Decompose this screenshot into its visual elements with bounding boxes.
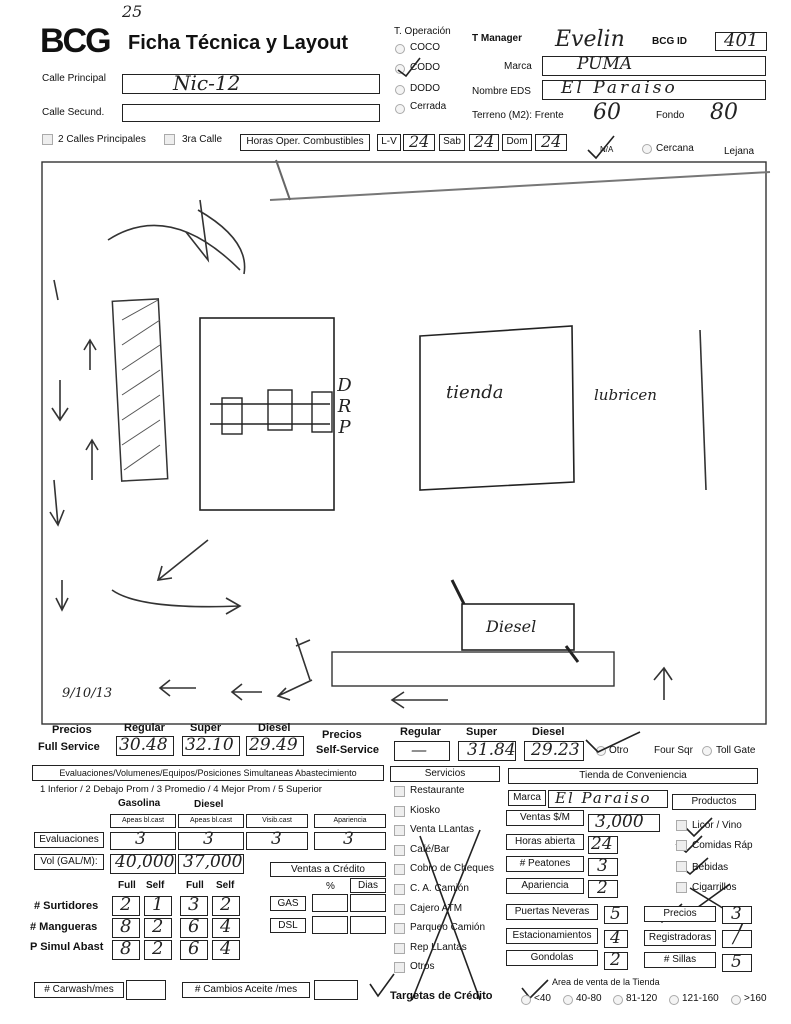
dom-label: Dom xyxy=(502,134,532,151)
eval-value-2: 3 xyxy=(203,829,214,849)
ventas-value: 3,000 xyxy=(595,812,644,832)
psimul-label: P Simul Abast xyxy=(30,941,104,953)
op-codo-label: CODO xyxy=(410,62,440,73)
estacionamientos-value: 4 xyxy=(610,928,621,948)
servicio-checkbox[interactable] xyxy=(394,962,405,973)
lv-label: L-V xyxy=(377,134,401,151)
area-option-label: 121-160 xyxy=(682,993,719,1004)
full-service-label: Full Service xyxy=(38,741,100,753)
tres-calle-checkbox[interactable] xyxy=(164,134,175,145)
area-option-radio[interactable] xyxy=(563,995,573,1005)
bcg-id-field[interactable] xyxy=(715,32,767,51)
marca-value: PUMA xyxy=(577,54,633,74)
vol-diesel-field[interactable] xyxy=(178,854,244,874)
full-diesel-field[interactable] xyxy=(246,736,304,756)
full-super-value: 32.10 xyxy=(185,735,234,755)
horas-label: Horas abierta xyxy=(506,834,584,850)
ventas-label: Ventas $/M xyxy=(506,810,584,826)
horas-oper-label: Horas Oper. Combustibles xyxy=(240,134,370,151)
sab-value: 24 xyxy=(474,132,495,151)
nombre-eds-field[interactable] xyxy=(542,80,766,100)
surtidor-cell[interactable] xyxy=(144,940,172,960)
cigarrillos-label: Cigarrillos xyxy=(692,882,737,893)
apariencia-field[interactable] xyxy=(588,880,618,898)
servicio-label: Parqueo Camión xyxy=(410,922,486,934)
tienda-header: Tienda de Conveniencia xyxy=(508,768,758,784)
dias-label: Dias xyxy=(350,878,386,893)
area-option-label: <40 xyxy=(534,993,551,1004)
surtidor-cell-value: 4 xyxy=(220,916,232,937)
servicio-checkbox[interactable] xyxy=(394,923,405,934)
estacionamientos-field[interactable] xyxy=(604,930,628,948)
sillas-value: 5 xyxy=(731,952,742,972)
self-diesel-field[interactable] xyxy=(524,741,584,761)
precios-label-self: Precios xyxy=(322,729,362,741)
corner-note: 25 xyxy=(122,2,143,21)
pct-label: % xyxy=(326,881,335,892)
full-regular-value: 30.48 xyxy=(119,735,168,755)
op-cerrada-radio[interactable] xyxy=(395,104,405,114)
full-regular-field[interactable] xyxy=(116,736,174,756)
full-diesel-value: 29.49 xyxy=(249,735,298,755)
vol-gasolina-field[interactable] xyxy=(110,854,176,874)
calle-principal-label: Calle Principal xyxy=(42,73,106,84)
calle-principal-field[interactable] xyxy=(122,71,380,95)
bebidas-label: Bebidas xyxy=(692,862,729,873)
op-coco-radio[interactable] xyxy=(395,44,405,54)
gondolas-field[interactable] xyxy=(604,952,628,970)
fondo-value: 80 xyxy=(710,100,738,125)
eval-field-3[interactable] xyxy=(246,829,308,850)
comidas-label: Comidas Ráp xyxy=(692,840,753,851)
evaluaciones-scale: 1 Inferior / 2 Debajo Prom / 3 Promedio / 4 Mejor Prom / 5 Superior xyxy=(40,784,322,795)
op-coco-label: COCO xyxy=(410,42,440,53)
dom-value: 24 xyxy=(541,132,562,151)
self-service-label: Self-Service xyxy=(316,744,379,756)
cercana-label: Cercana xyxy=(656,143,694,154)
surtidor-cell[interactable] xyxy=(112,918,140,938)
col-header-3: Visib.cast xyxy=(246,814,308,828)
servicio-checkbox[interactable] xyxy=(394,825,405,836)
apariencia-label: Apariencia xyxy=(506,878,584,894)
estacionamientos-label: Estacionamientos xyxy=(506,928,598,944)
registradoras-label: Registradoras xyxy=(644,930,716,946)
area-label: Area de venta de la Tienda xyxy=(552,977,660,987)
self-super-value: 31.84 xyxy=(467,740,516,760)
diesel-label-self: Diesel xyxy=(532,726,565,738)
eval-value-3: 3 xyxy=(271,829,282,849)
servicio-checkbox[interactable] xyxy=(394,845,405,856)
tarjetas-label: Targetas de Crédito xyxy=(390,990,493,1002)
licor-label: Licor / Vino xyxy=(692,820,742,831)
area-option-radio[interactable] xyxy=(613,995,623,1005)
sillas-field[interactable] xyxy=(722,954,752,972)
super-label-self: Super xyxy=(466,726,498,738)
regular-label-self: Regular xyxy=(400,726,441,738)
dsl-dias-field[interactable] xyxy=(350,916,386,934)
t-manager-label: T Manager xyxy=(472,33,523,44)
servicio-label: Cajero ATM xyxy=(410,902,463,914)
sketch-date: 9/10/13 xyxy=(62,686,113,701)
lv-field[interactable] xyxy=(403,134,435,151)
dsl-pct-field[interactable] xyxy=(312,916,348,934)
surtidor-cell-value: 6 xyxy=(188,916,200,937)
carwash-label: # Carwash/mes xyxy=(34,982,124,998)
servicio-checkbox[interactable] xyxy=(394,943,405,954)
vol-label: Vol (GAL/M): xyxy=(34,854,104,870)
precios-label-full: Precios xyxy=(52,724,92,736)
surtidor-cell-value: 6 xyxy=(188,938,200,959)
sab-field[interactable] xyxy=(469,134,499,151)
self-label-2: Self xyxy=(216,880,235,891)
servicio-checkbox[interactable] xyxy=(394,904,405,915)
servicio-label: Venta LLantas xyxy=(410,824,474,836)
self-regular-value: — xyxy=(411,740,427,759)
surtidor-cell[interactable] xyxy=(112,940,140,960)
surtidor-cell[interactable] xyxy=(212,918,240,938)
marca-field[interactable] xyxy=(542,56,766,76)
self-super-field[interactable] xyxy=(458,741,516,761)
calle-principal-value: Nic-12 xyxy=(173,71,241,95)
full-label-2: Full xyxy=(186,880,204,891)
t-manager-value: Evelin xyxy=(555,27,625,52)
servicio-label: Rep LLantas xyxy=(410,941,467,953)
peatones-label: # Peatones xyxy=(506,856,584,872)
eval-value-4: 3 xyxy=(343,829,354,849)
calle-secund-label: Calle Secund. xyxy=(42,107,105,118)
nombre-eds-label: Nombre EDS xyxy=(472,86,531,97)
surtidor-cell[interactable] xyxy=(112,896,140,916)
surtidor-cell-value: 1 xyxy=(152,894,164,915)
terreno-label: Terreno (M2): Frente xyxy=(472,110,564,121)
form-title: Ficha Técnica y Layout xyxy=(128,32,349,54)
surtidor-cell[interactable] xyxy=(144,918,172,938)
precios-tienda-field[interactable] xyxy=(722,906,752,924)
sketch-lubricen-label: lubricen xyxy=(594,386,657,404)
sillas-label: # Sillas xyxy=(644,952,716,968)
area-option-label: 40-80 xyxy=(576,993,602,1004)
op-dodo-radio[interactable] xyxy=(395,85,405,95)
surtidor-cell[interactable] xyxy=(180,940,208,960)
cambios-label: # Cambios Aceite /mes xyxy=(182,982,310,998)
calle-secund-field[interactable] xyxy=(122,104,380,122)
op-dodo-label: DODO xyxy=(410,83,440,94)
four-sqr-label: Four Sqr xyxy=(654,745,693,756)
vol-diesel-value: 37,000 xyxy=(183,852,243,872)
self-diesel-value: 29.23 xyxy=(531,740,580,760)
gas-pct-field[interactable] xyxy=(312,894,348,912)
precios-tienda-label: Precios xyxy=(644,906,716,922)
peatones-field[interactable] xyxy=(588,858,618,876)
surtidor-cell[interactable] xyxy=(180,918,208,938)
op-cerrada-label: Cerrada xyxy=(410,101,447,112)
carwash-field[interactable] xyxy=(126,980,166,1000)
tienda-marca-label: Marca xyxy=(508,790,546,806)
mangueras-label: # Mangueras xyxy=(30,921,98,933)
apariencia-value: 2 xyxy=(597,878,608,898)
puertas-field[interactable] xyxy=(604,906,628,924)
surtidor-cell[interactable] xyxy=(212,940,240,960)
puertas-label: Puertas Neveras xyxy=(506,904,598,920)
sketch-tienda-label: tienda xyxy=(446,382,504,403)
surtidor-cell-value: 8 xyxy=(120,916,132,937)
toll-gate-label: Toll Gate xyxy=(716,745,756,756)
surtidor-cell[interactable] xyxy=(180,896,208,916)
self-label-1: Self xyxy=(146,880,165,891)
surtidor-cell-value: 2 xyxy=(152,916,164,937)
servicio-checkbox[interactable] xyxy=(394,806,405,817)
servicio-label: Restaurante xyxy=(410,785,465,796)
horas-value: 24 xyxy=(591,834,613,854)
registradoras-field[interactable] xyxy=(722,930,752,948)
bcg-logo: BCG xyxy=(40,22,110,60)
comidas-checkbox[interactable] xyxy=(676,840,687,851)
servicio-label: Kiosko xyxy=(410,804,441,816)
peatones-value: 3 xyxy=(597,856,608,876)
tienda-marca-value: El Paraiso xyxy=(555,789,652,807)
otro-radio[interactable] xyxy=(596,746,606,756)
area-option-label: 81-120 xyxy=(626,993,658,1004)
full-super-field[interactable] xyxy=(182,736,240,756)
bcg-id-label: BCG ID xyxy=(652,36,687,47)
evaluaciones-label: Evaluaciones xyxy=(34,832,104,848)
surtidor-cell-value: 4 xyxy=(220,938,232,959)
eval-field-2[interactable] xyxy=(178,829,244,850)
precios-tienda-value: 3 xyxy=(731,904,742,924)
dos-calles-checkbox[interactable] xyxy=(42,134,53,145)
surtidor-cell-value: 2 xyxy=(120,894,132,915)
sketch-drp-label: DRP xyxy=(334,375,355,438)
servicio-label: Cobro de Cheques xyxy=(410,863,494,875)
eval-value-1: 3 xyxy=(135,829,146,849)
servicio-checkbox[interactable] xyxy=(394,786,405,797)
surtidores-label: # Surtidores xyxy=(34,900,99,912)
frente-value: 60 xyxy=(593,100,621,125)
area-option-radio[interactable] xyxy=(669,995,679,1005)
regular-label-full: Regular xyxy=(124,722,165,734)
registradoras-value: / xyxy=(733,928,739,948)
surtidor-cell[interactable] xyxy=(212,896,240,916)
lv-value: 24 xyxy=(409,132,430,151)
marca-label: Marca xyxy=(504,61,532,72)
cigarrillos-checkbox[interactable] xyxy=(676,882,687,893)
diesel-label-full: Diesel xyxy=(258,722,291,734)
gas-label: GAS xyxy=(270,896,306,911)
servicios-header: Servicios xyxy=(390,766,500,782)
sketch-diesel-label: Diesel xyxy=(486,617,537,636)
surtidor-cell-value: 3 xyxy=(188,894,200,915)
col-header-1: Apeas bl.cast xyxy=(110,814,176,828)
bcg-id-value: 401 xyxy=(724,30,759,51)
gas-dias-field[interactable] xyxy=(350,894,386,912)
dsl-label: DSL xyxy=(270,918,306,933)
licor-checkbox[interactable] xyxy=(676,820,687,831)
eval-field-4[interactable] xyxy=(314,829,386,850)
dom-field[interactable] xyxy=(535,134,567,151)
servicio-checkbox[interactable] xyxy=(394,864,405,875)
nombre-eds-value: El Paraiso xyxy=(561,78,678,98)
col-header-2: Apeas bl.cast xyxy=(178,814,244,828)
servicio-checkbox[interactable] xyxy=(394,884,405,895)
ventas-field[interactable] xyxy=(588,814,660,832)
ventas-credito-label: Ventas a Crédito xyxy=(270,862,386,877)
col-header-4: Apariencia xyxy=(314,814,386,828)
area-option-radio[interactable] xyxy=(521,995,531,1005)
servicio-label: C. A. Camión xyxy=(410,883,469,894)
area-option-radio[interactable] xyxy=(731,995,741,1005)
toll-gate-radio[interactable] xyxy=(702,746,712,756)
surtidor-cell-value: 2 xyxy=(152,938,164,959)
tres-calle-label: 3ra Calle xyxy=(182,134,223,145)
tienda-marca-field[interactable] xyxy=(548,790,668,808)
horas-field[interactable] xyxy=(588,836,618,854)
super-label-full: Super xyxy=(190,722,222,734)
evaluaciones-header: Evaluaciones/Volumenes/Equipos/Posiciones Simultaneas Abastecimiento xyxy=(32,765,384,781)
gondolas-label: Gondolas xyxy=(506,950,598,966)
cercana-radio[interactable] xyxy=(642,144,652,154)
surtidor-cell-value: 2 xyxy=(220,894,232,915)
surtidor-cell-value: 8 xyxy=(120,938,132,959)
t-operacion-label: T. Operación xyxy=(394,26,451,37)
na-label: N/A xyxy=(600,145,614,154)
surtidor-cell[interactable] xyxy=(144,896,172,916)
puertas-value: 5 xyxy=(610,904,621,924)
eval-field-1[interactable] xyxy=(110,829,176,850)
gondolas-value: 2 xyxy=(610,950,621,970)
area-option-label: >160 xyxy=(744,993,767,1004)
servicio-label: Café/Bar xyxy=(410,843,450,855)
sab-label: Sab xyxy=(439,134,465,151)
bebidas-checkbox[interactable] xyxy=(676,861,687,872)
lejana-label: Lejana xyxy=(724,146,755,157)
servicio-label: Otros xyxy=(410,961,435,973)
full-label-1: Full xyxy=(118,880,136,891)
self-regular-field[interactable] xyxy=(394,741,450,761)
cambios-field[interactable] xyxy=(314,980,358,1000)
op-codo-radio[interactable] xyxy=(395,64,405,74)
fondo-label: Fondo xyxy=(656,110,685,121)
dos-calles-label: 2 Calles Principales xyxy=(58,134,146,145)
vol-gasolina-value: 40,000 xyxy=(115,852,175,872)
gasolina-label: Gasolina xyxy=(118,798,161,809)
otro-label: Otro xyxy=(609,745,629,756)
productos-label: Productos xyxy=(672,794,756,810)
diesel-eval-label: Diesel xyxy=(194,799,224,810)
